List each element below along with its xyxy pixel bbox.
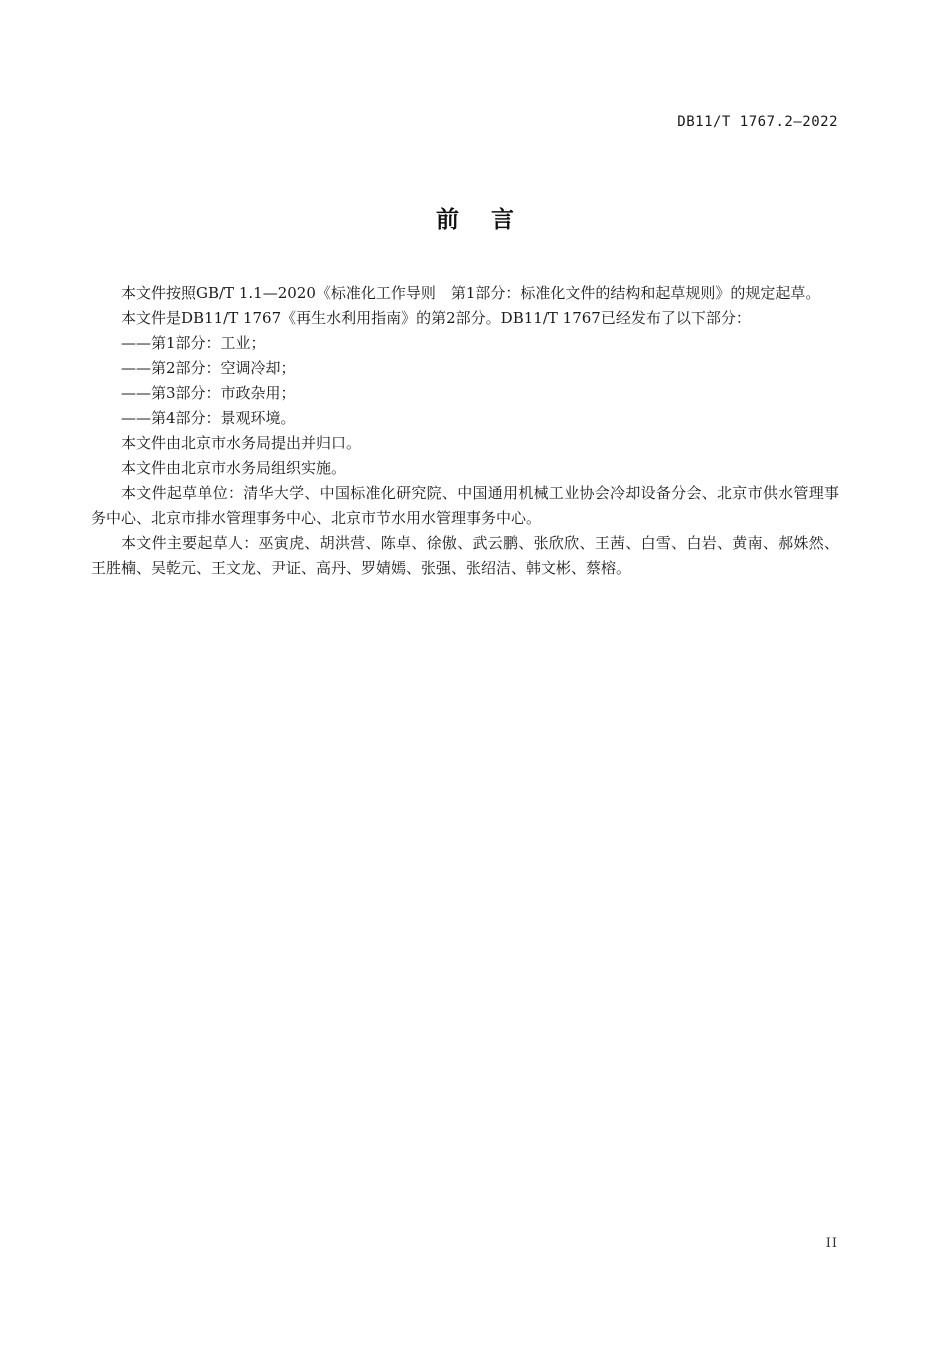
list-item-part-2: ——第2部分：空调冷却；	[121, 359, 296, 377]
foreword-body	[91, 281, 839, 581]
paragraph-drafting-rules: 本文件按照GB/T 1.1—2020《标准化工作导则 第1部分：标准化文件的结构和起草规则》的规定起草。	[121, 284, 821, 302]
paragraph-part-description: 本文件是DB11/T 1767《再生水利用指南》的第2部分。DB11/T 1767已经发布了以下部分：	[121, 309, 751, 327]
paragraph-proposed-by: 本文件由北京市水务局提出并归口。	[121, 434, 362, 452]
list-item-part-4: ——第4部分：景观环境。	[121, 409, 296, 427]
paragraph-implemented-by: 本文件由北京市水务局组织实施。	[121, 459, 347, 477]
list-item-part-1: ——第1部分：工业；	[121, 334, 266, 352]
paragraph-drafting-units: 本文件起草单位：清华大学、中国标准化研究院、中国通用机械工业协会冷却设备分会、北京市供水管理事务中心、北京市排水管理事务中心、北京市节水用水管理事务中心。	[91, 484, 839, 527]
paragraph-main-drafters: 本文件主要起草人：巫寅虎、胡洪营、陈卓、徐傲、武云鹏、张欣欣、王茜、白雪、白岩、黄南、郝姝然、王胜楠、吴乾元、王文龙、尹证、高丹、罗婧嫣、张强、张绍洁、韩文彬、蔡榕。	[91, 534, 839, 577]
list-item-part-3: ——第3部分：市政杂用；	[121, 384, 296, 402]
document-number: DB11/T 1767.2—2022	[677, 114, 838, 130]
page-title: 前 言	[435, 207, 515, 233]
page-number: II	[825, 1236, 838, 1251]
